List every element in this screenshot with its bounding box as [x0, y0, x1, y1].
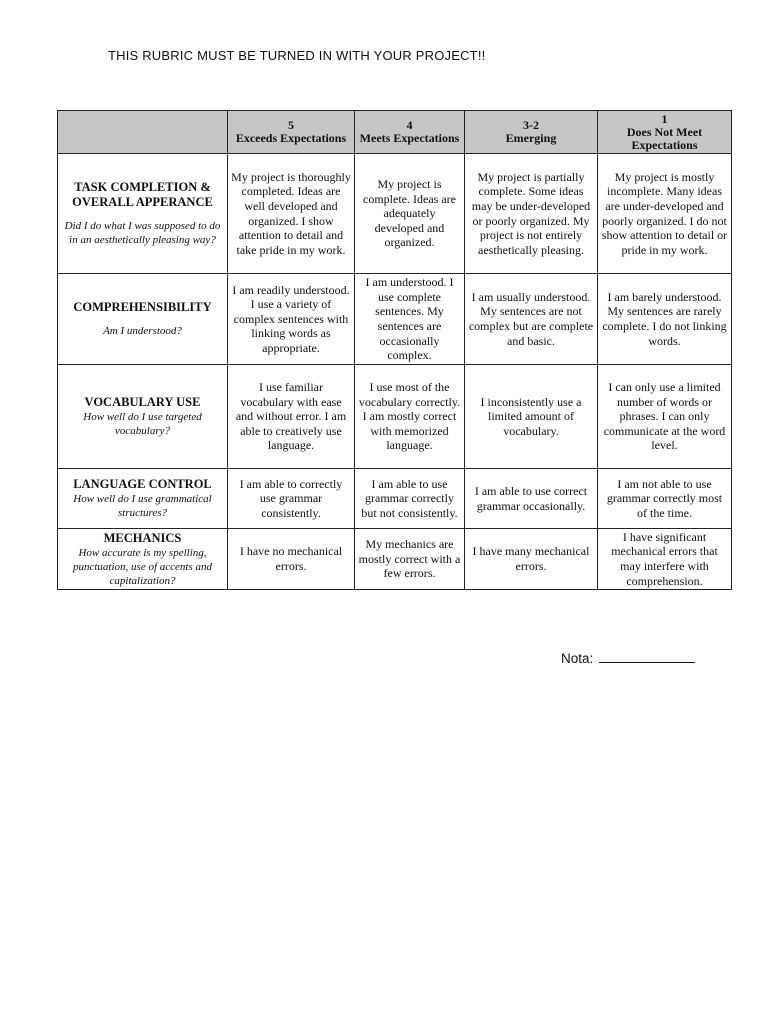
- score-4-cell: My mechanics are mostly correct with a few errors.: [355, 529, 465, 590]
- header-row: [58, 111, 732, 154]
- header-score: 1: [661, 111, 668, 126]
- score-5-cell: I am able to correctly use grammar consistently.: [228, 469, 355, 529]
- score-4-cell: My project is complete. Ideas are adequately developed and organized.: [355, 154, 465, 274]
- criterion-question: How well do I use grammatical structures?: [73, 493, 212, 519]
- rubric-table: [57, 110, 732, 590]
- row-task-completion: [58, 154, 732, 274]
- criterion-question: Did I do what I was supposed to do in an aesthetically pleasing way?: [64, 220, 221, 246]
- row-comprehensibility: [58, 274, 732, 365]
- score-4-cell: I am understood. I use complete sentences. My sentences are occasionally complex.: [355, 274, 465, 365]
- page-heading: THIS RUBRIC MUST BE TURNED IN WITH YOUR PROJECT!!: [108, 48, 486, 63]
- criterion-cell: [58, 469, 228, 529]
- nota-label: Nota:: [561, 651, 594, 666]
- header-col-5: [228, 111, 355, 154]
- header-score: 5: [288, 118, 294, 132]
- score-4-cell: I use most of the vocabulary correctly. I am mostly correct with memorized language.: [355, 365, 465, 469]
- score-1-cell: I am not able to use grammar correctly most of the time.: [598, 469, 732, 529]
- header-label: Meets Expectations: [359, 131, 460, 145]
- header-label: Does Not Meet Expectations: [626, 124, 703, 152]
- header-col-3-2: [465, 111, 598, 154]
- criterion-cell: [58, 365, 228, 469]
- score-5-cell: I am readily understood. I use a variety of complex sentences with linking words as appropriate.: [228, 274, 355, 365]
- row-vocabulary-use: [58, 365, 732, 469]
- score-5-cell: My project is thoroughly completed. Ideas are well developed and organized. I show attention to detail and take pride in my work.: [228, 154, 355, 274]
- row-language-control: [58, 469, 732, 529]
- row-mechanics: [58, 529, 732, 590]
- criterion-cell: [58, 529, 228, 590]
- criterion-title: TASK COMPLETION & OVERALL APPERANCE: [72, 180, 213, 209]
- score-3-2-cell: I am usually understood. My sentences are not complex but are complete and basic.: [465, 274, 598, 365]
- criterion-cell: [58, 154, 228, 274]
- header-score: 3-2: [523, 118, 539, 132]
- score-3-2-cell: I have many mechanical errors.: [465, 529, 598, 590]
- score-1-cell: My project is mostly incomplete. Many ideas are under-developed and poorly organized. I do not show attention to detail or pride in my work.: [598, 154, 732, 274]
- score-5-cell: I use familiar vocabulary with ease and without error. I am able to creatively use language.: [228, 365, 355, 469]
- score-1-cell: I have significant mechanical errors that may interfere with comprehension.: [598, 529, 732, 590]
- criterion-question: How well do I use targeted vocabulary?: [83, 411, 202, 437]
- score-5-cell: I have no mechanical errors.: [228, 529, 355, 590]
- nota-blank-line[interactable]: [599, 650, 695, 663]
- score-1-cell: I can only use a limited number of words or phrases. I can only communicate at the word level.: [598, 365, 732, 469]
- criterion-title: MECHANICS: [103, 530, 182, 545]
- score-3-2-cell: I am able to use correct grammar occasionally.: [465, 469, 598, 529]
- criterion-question: Am I understood?: [103, 325, 182, 337]
- criterion-title: COMPREHENSIBILITY: [73, 300, 212, 314]
- header-corner: [58, 111, 228, 154]
- header-score: 4: [406, 118, 413, 132]
- criterion-title: VOCABULARY USE: [84, 395, 201, 409]
- header-col-1: [598, 111, 732, 154]
- score-1-cell: I am barely understood. My sentences are rarely complete. I do not linking words.: [598, 274, 732, 365]
- criterion-title: LANGUAGE CONTROL: [73, 477, 212, 491]
- header-label: Emerging: [505, 131, 557, 145]
- score-3-2-cell: My project is partially complete. Some ideas may be under-developed or poorly organized. My project is not entirely aesthetically pleasing.: [465, 154, 598, 274]
- header-label: Exceeds Expectations: [235, 131, 347, 145]
- nota-field: [561, 650, 695, 666]
- score-4-cell: I am able to use grammar correctly but not consistently.: [355, 469, 465, 529]
- criterion-cell: [58, 274, 228, 365]
- header-col-4: [355, 111, 465, 154]
- score-3-2-cell: I inconsistently use a limited amount of vocabulary.: [465, 365, 598, 469]
- criterion-question: How accurate is my spelling, punctuation, use of accents and capitalization?: [72, 546, 212, 587]
